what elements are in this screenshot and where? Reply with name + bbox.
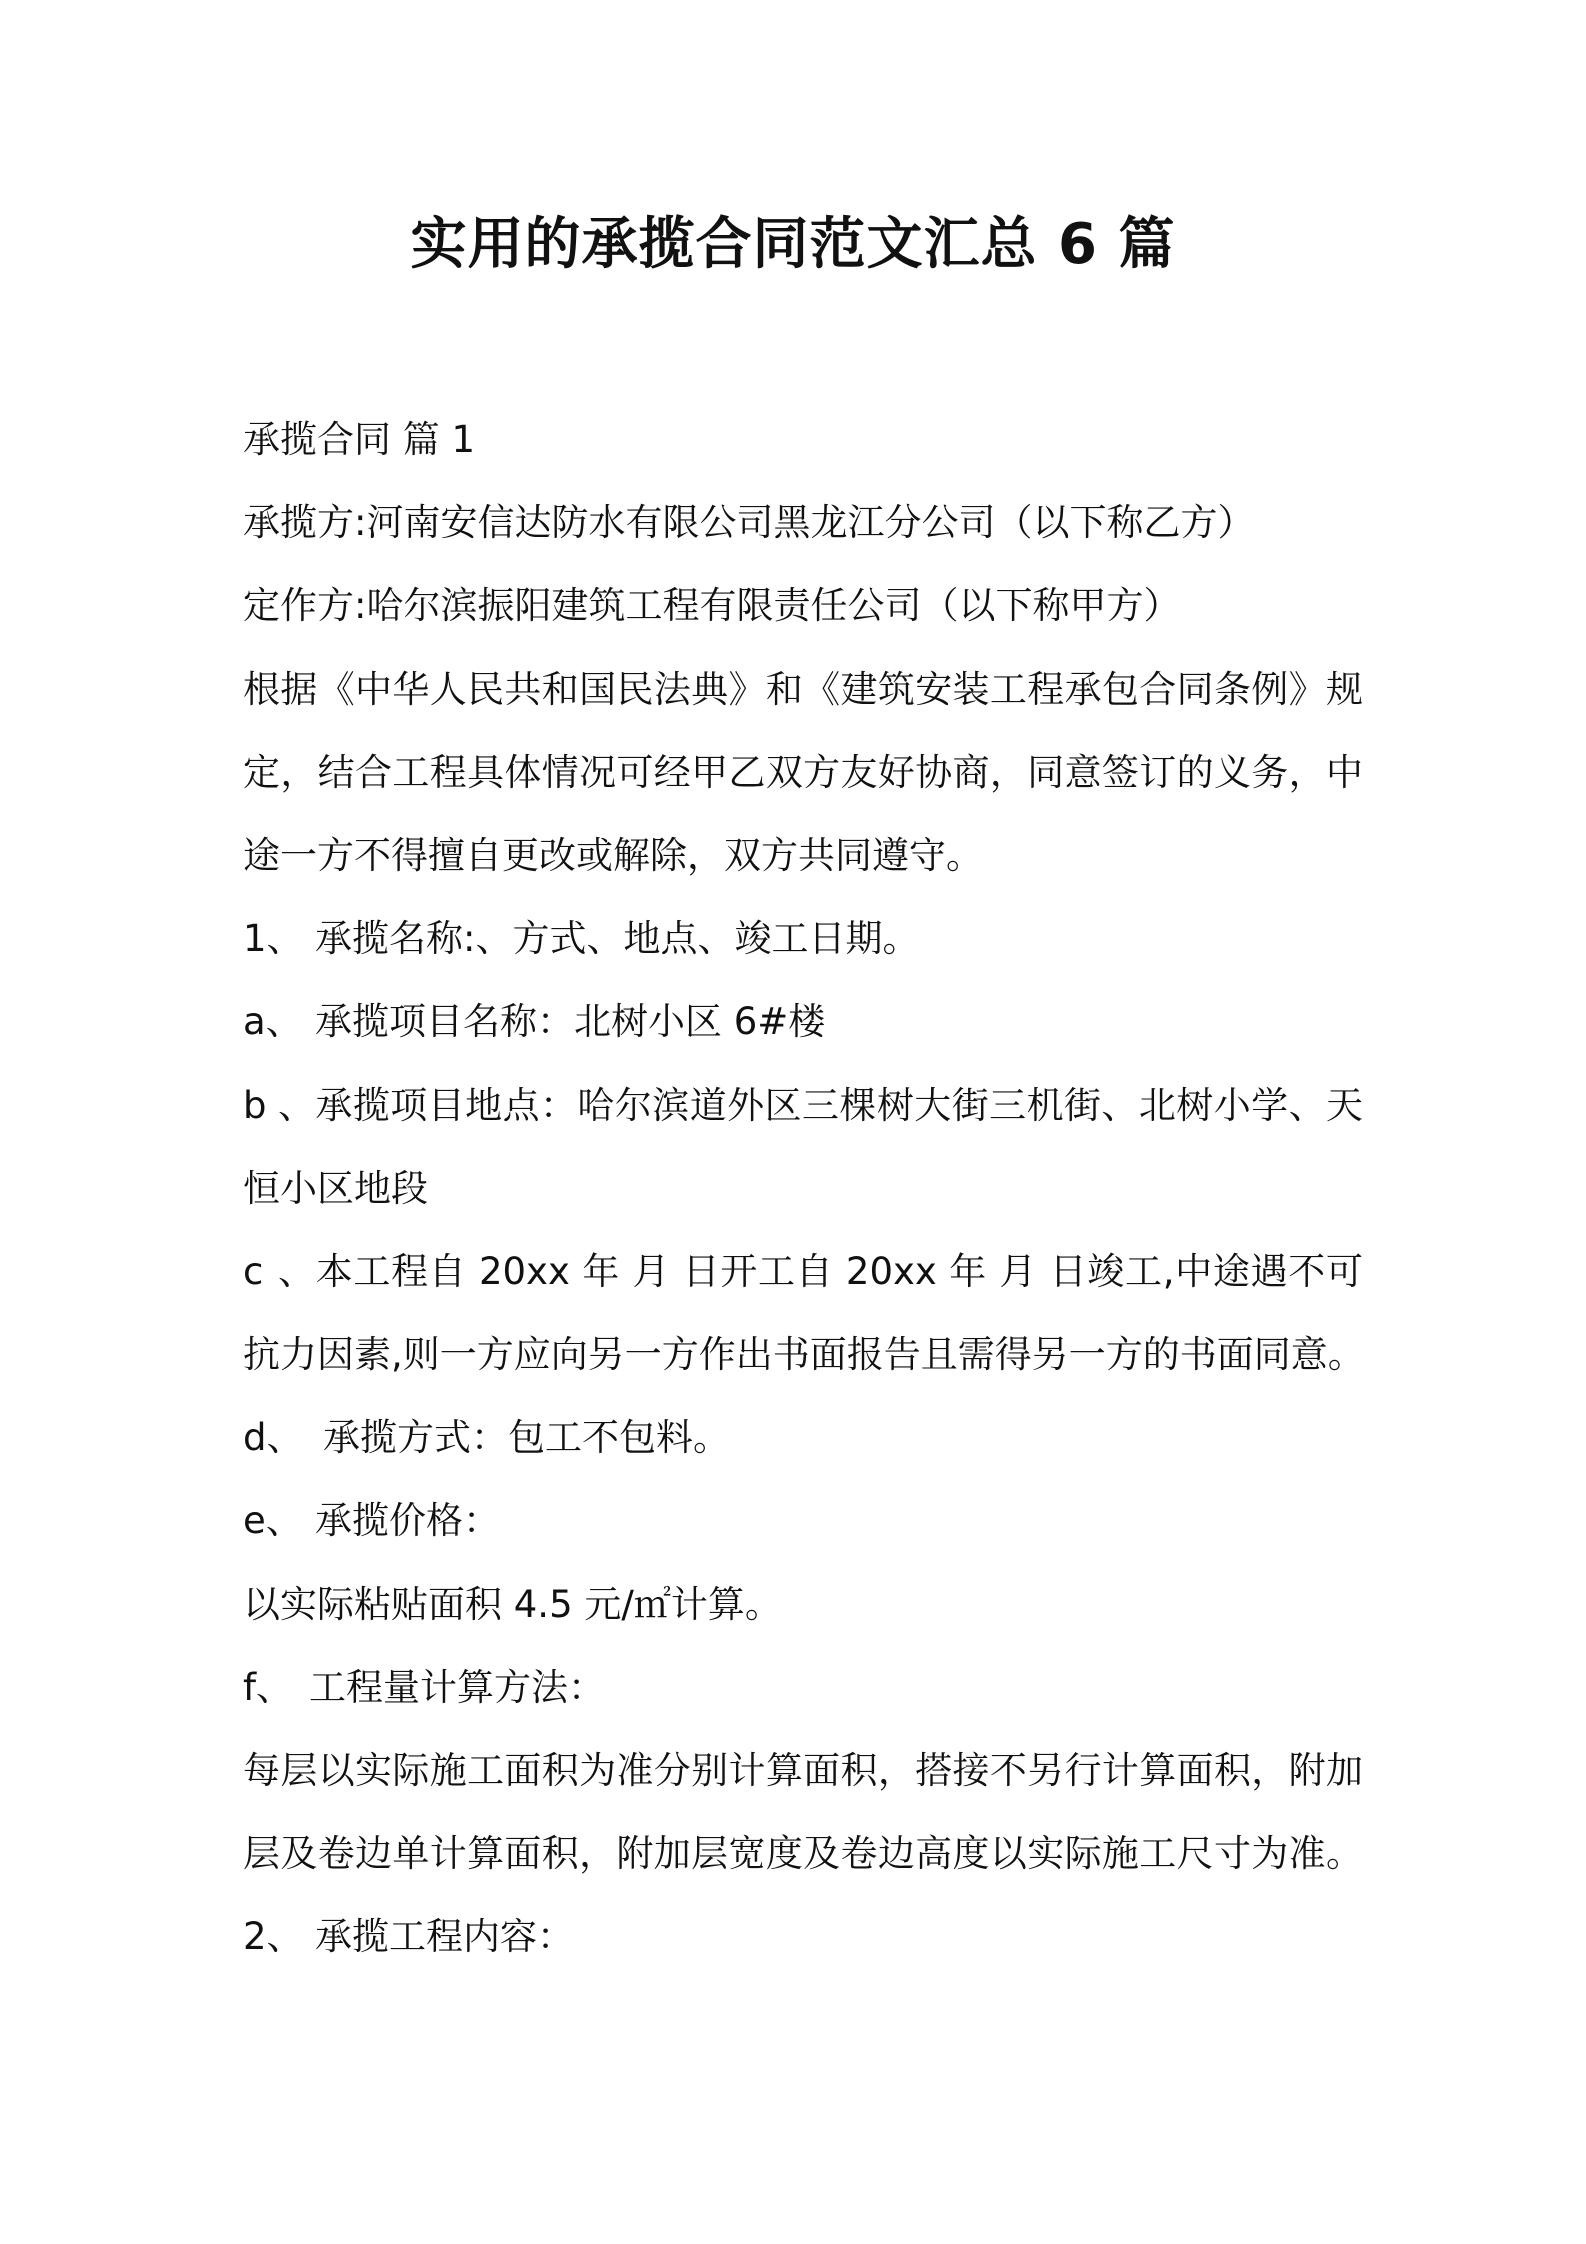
- line-text: 承揽方式：包工不包料。: [323, 1416, 730, 1460]
- paragraph-line: [243, 897, 1363, 980]
- paragraph-line: [243, 564, 1363, 647]
- list-marker: c、: [243, 1249, 315, 1293]
- line-text: 途一方不得擅自更改或解除，双方共同遵守。: [243, 833, 983, 877]
- line-text: 根据《中华人民共和国民法典》和《建筑安装工程承包合同条例》规: [243, 667, 1363, 711]
- list-marker: e、: [243, 1499, 303, 1543]
- list-marker: 1、: [243, 917, 304, 961]
- paragraph-line: [243, 731, 1363, 814]
- line-text: 本工程自 20xx 年 月 日开工自 20xx 年 月 日竣工,中途遇不可: [315, 1249, 1363, 1293]
- paragraph-line: [243, 814, 1363, 897]
- line-text: 定作方:哈尔滨振阳建筑工程有限责任公司（以下称甲方）: [243, 584, 1181, 628]
- paragraph-line: [243, 481, 1363, 564]
- list-marker: b、: [243, 1083, 315, 1127]
- list-marker: 2、: [243, 1915, 304, 1959]
- list-marker: d、: [243, 1416, 304, 1460]
- line-text: 层及卷边单计算面积，附加层宽度及卷边高度以实际施工尺寸为准。: [243, 1832, 1363, 1876]
- line-text: 以实际粘贴面积 4.5 元/㎡计算。: [243, 1582, 782, 1626]
- list-marker: f、: [243, 1665, 294, 1709]
- paragraph-line: [243, 1396, 1363, 1479]
- paragraph-line: [243, 1313, 1363, 1396]
- line-text: 承揽方:河南安信达防水有限公司黑龙江分公司（以下称乙方）: [243, 501, 1255, 545]
- paragraph-line: [243, 1479, 1363, 1562]
- document-body: [243, 398, 1363, 1979]
- line-text: 工程量计算方法：: [309, 1665, 605, 1709]
- paragraph-line: [243, 398, 1363, 481]
- line-text: 抗力因素,则一方应向另一方作出书面报告且需得另一方的书面同意。: [243, 1333, 1365, 1377]
- line-text: 恒小区地段: [243, 1166, 428, 1210]
- paragraph-line: [243, 1646, 1363, 1729]
- paragraph-line: [243, 1729, 1363, 1812]
- paragraph-line: [243, 1230, 1363, 1313]
- line-text: 承揽合同 篇 1: [243, 418, 476, 461]
- line-text: 承揽名称:、方式、地点、竣工日期。: [315, 917, 920, 961]
- line-text: 承揽工程内容：: [315, 1915, 574, 1959]
- line-text: 定，结合工程具体情况可经甲乙双方友好协商，同意签订的义务，中: [243, 750, 1363, 794]
- paragraph-line: [243, 1895, 1363, 1978]
- paragraph-line: [243, 1563, 1363, 1646]
- paragraph-line: [243, 648, 1363, 731]
- line-text: 承揽价格：: [315, 1499, 500, 1543]
- line-text: 承揽项目地点：哈尔滨道外区三棵树大街三机街、北树小学、天: [315, 1083, 1363, 1127]
- paragraph-line: [243, 1812, 1363, 1895]
- line-text: 承揽项目名称：北树小区 6#楼: [315, 1000, 826, 1044]
- paragraph-line: [243, 1064, 1363, 1147]
- list-marker: a、: [243, 1000, 303, 1044]
- paragraph-line: [243, 1147, 1363, 1230]
- line-text: 每层以实际施工面积为准分别计算面积，搭接不另行计算面积，附加: [243, 1749, 1363, 1792]
- document-title: 实用的承揽合同范文汇总 6 篇: [410, 212, 1176, 277]
- paragraph-line: [243, 980, 1363, 1063]
